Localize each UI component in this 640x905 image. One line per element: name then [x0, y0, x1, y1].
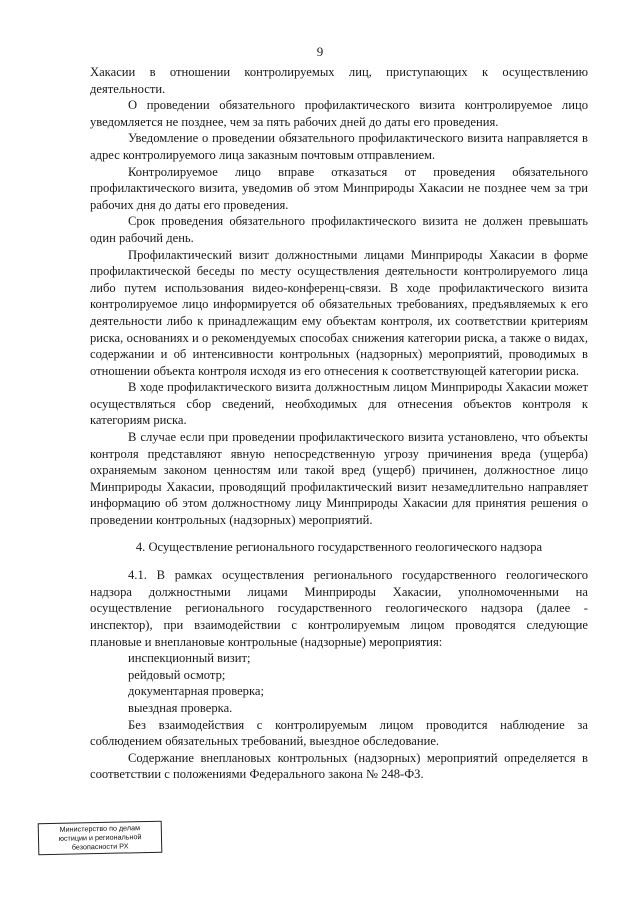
paragraph: Профилактический визит должностными лицами Минприроды Хакасии в форме профилактической беседы по месту осуществления деятельности контролируемого лица либо путем использования видео-конференц-связи. В ходе профилактического визита контролируемое лицо информируется об обязательных требованиях, предъявляемых к его деятельности либо к принадлежащим ему объектам контроля, их соответствии критериям риска, основаниях и о рекомендуемых способах снижения категории риска, а также о видах, содержании и об интенсивности контрольных (надзорных) мероприятий, проводимых в отношении объекта контроля исходя из его отнесения к соответствующей категории риска.	[90, 247, 588, 378]
measures-list	[90, 650, 588, 716]
paragraph: Хакасии в отношении контролируемых лиц, приступающих к осуществлению деятельности.	[90, 65, 588, 96]
paragraph: Содержание внеплановых контрольных (надзорных) мероприятий определяется в соответствии с положениями Федерального закона № 248-ФЗ.	[90, 750, 588, 782]
paragraph: В ходе профилактического визита должностным лицом Минприроды Хакасии может осуществляться сбор сведений, необходимых для отнесения объектов контроля к категориям риска.	[90, 380, 588, 428]
list-item: документарная проверка;	[128, 684, 264, 699]
paragraph-group-top	[90, 64, 588, 529]
paragraph-group-bottom	[90, 717, 588, 783]
stamp-line: Министерство по делам	[59, 823, 141, 834]
stamp-line: юстиции и региональной	[58, 832, 142, 843]
stamp-line: безопасности РХ	[71, 841, 129, 852]
section-intro-paragraph: 4.1. В рамках осуществления регионального государственного геологического надзора должностными лицами Минприроды Хакасии, уполномоченными на осуществление регионального государственного геологического надзора (далее - инспектор), при взаимодействии с контролируемым лицом проводятся следующие плановые и внеплановые контрольные (надзорные) мероприятия:	[90, 568, 588, 649]
paragraph: В случае если при проведении профилактического визита установлено, что объекты контроля представляют явную непосредственную угрозу причинения вреда (ущерба) охраняемым законом ценностям или такой вред (ущерб) причинен, должностное лицо Минприроды Хакасии, проводящий профилактический визит незамедлительно направляет информацию об этом должностному лицу Минприроды Хакасии для принятия решения о проведении контрольных (надзорных) мероприятий.	[90, 430, 588, 528]
document-body	[90, 64, 588, 783]
list-item: инспекционный визит;	[128, 651, 251, 666]
list-item: рейдовый осмотр;	[128, 667, 226, 682]
paragraph: Срок проведения обязательного профилактического визита не должен превышать один рабочий день.	[90, 214, 588, 245]
section-heading: 4. Осуществление регионального государственного геологического надзора	[135, 539, 543, 554]
paragraph: Контролируемое лицо вправе отказаться от проведения обязательного профилактического визита, уведомив об этом Минприроды Хакасии не позднее чем за три рабочих дня до даты его проведения.	[90, 164, 588, 212]
paragraph: Без взаимодействия с контролируемым лицом проводится наблюдение за соблюдением обязательных требований, выездное обследование.	[90, 717, 588, 749]
registration-stamp	[38, 821, 163, 856]
page-number: 9	[316, 44, 324, 59]
list-item: выездная проверка.	[128, 700, 233, 715]
paragraph: О проведении обязательного профилактического визита контролируемое лицо уведомляется не позднее, чем за пять рабочих дней до даты его проведения.	[90, 98, 588, 129]
paragraph: Уведомление о проведении обязательного профилактического визита направляется в адрес контролируемого лица заказным почтовым отправлением.	[90, 131, 588, 162]
